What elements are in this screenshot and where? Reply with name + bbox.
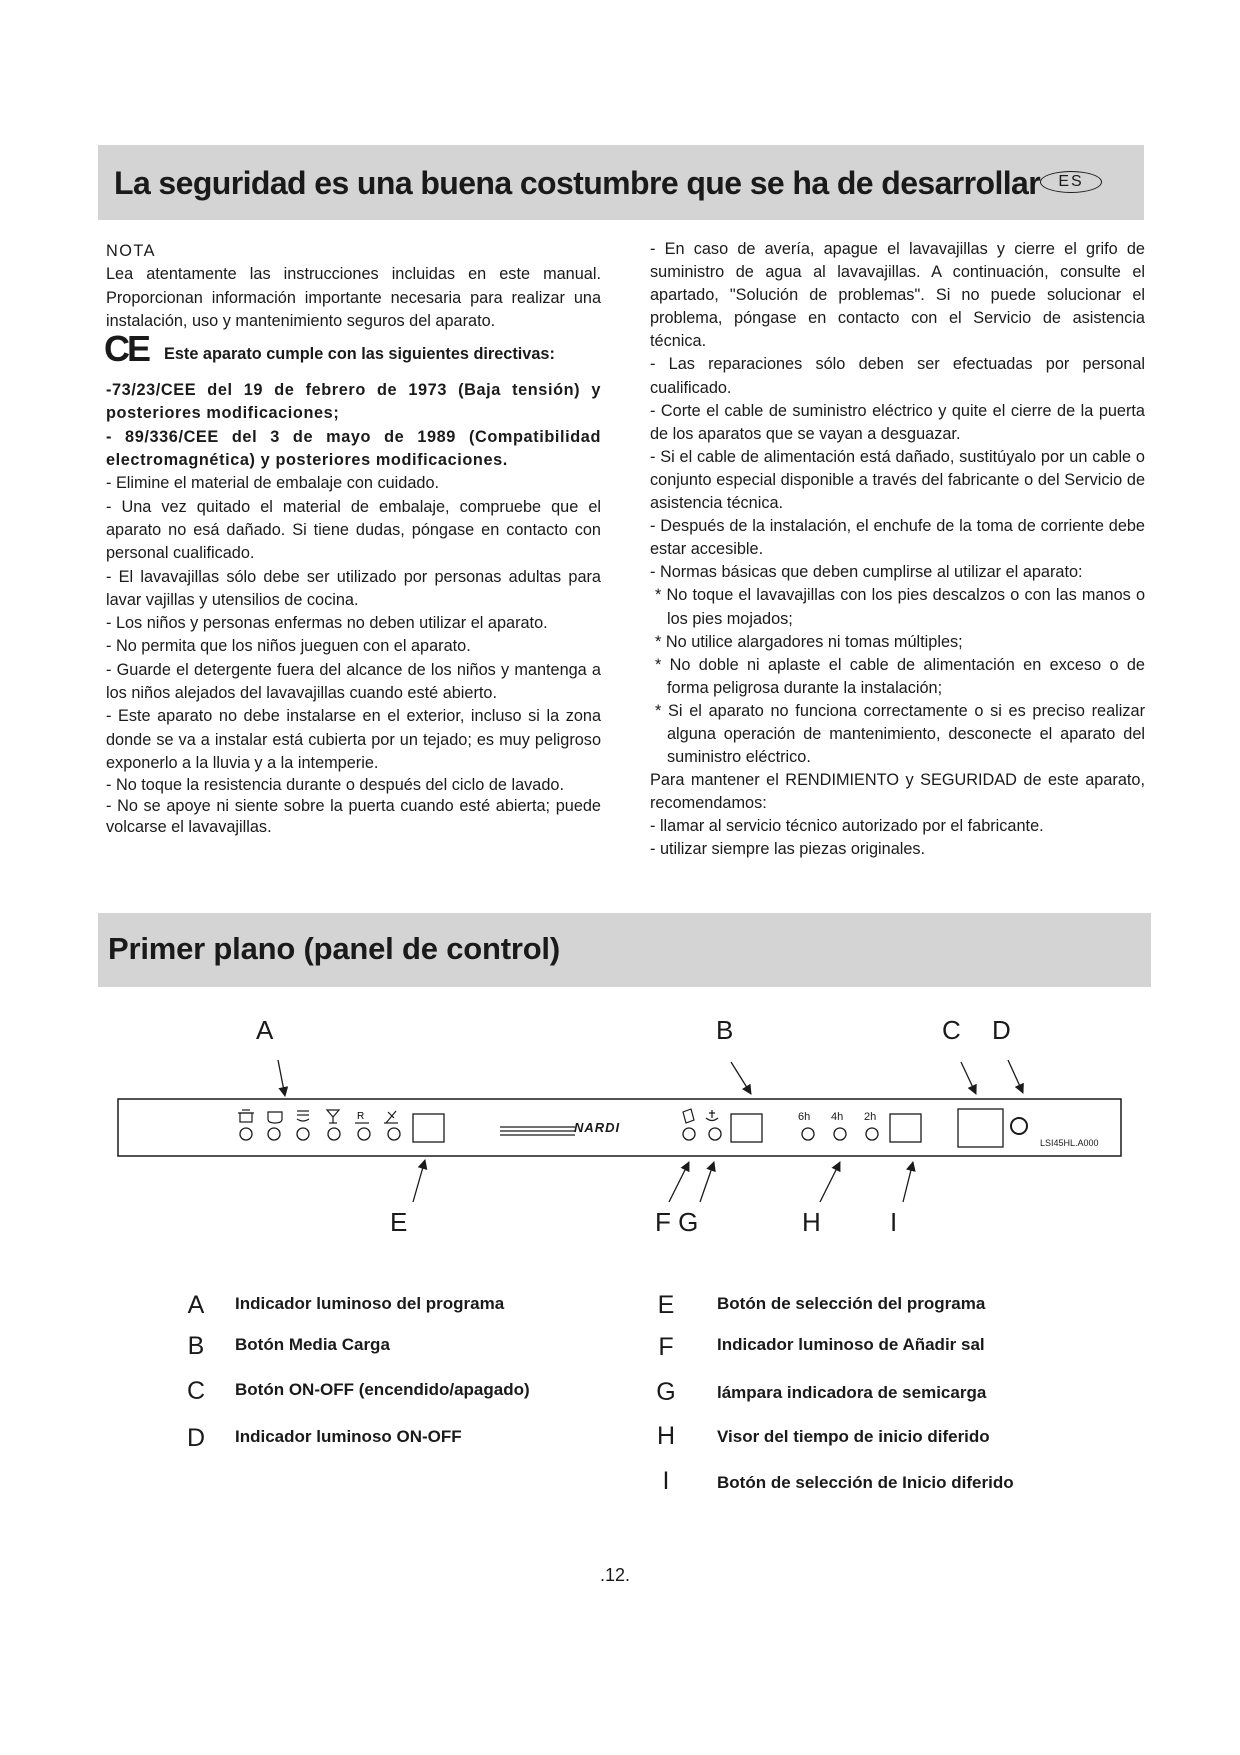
language-badge: ES	[1040, 171, 1102, 193]
delay-label-6h: 6h	[798, 1111, 811, 1123]
safety-item: - Guarde el detergente fuera del alcance de los niños y mantenga a los niños alejados del lavavajillas cuando esté abierto.	[106, 660, 601, 703]
safety-item: - Normas básicas que deben cumplirse al utilizar el aparato:	[650, 563, 1083, 582]
ce-mark-icon: CE	[104, 328, 149, 370]
ce-directives-intro	[104, 328, 601, 379]
rule-item: * No doble ni aplaste el cable de alimentación en exceso o de forma peligrosa durante la instalación;	[655, 655, 1145, 697]
safety-item: - Si el cable de alimentación está dañado, sustitúyalo por un cable o conjunto especial disponible a través del fabricante o del Servicio de asistencia técnica.	[650, 447, 1145, 513]
directive-2: - 89/336/CEE del 3 de mayo de 1989 (Compatibilidad electromagnética) y posteriores modificaciones.	[106, 427, 601, 470]
safety-item: - Los niños y personas enfermas no deben utilizar el aparato.	[106, 614, 548, 633]
safety-item: - El lavavajillas sólo debe ser utilizado por personas adultas para lavar vajillas y utensilios de cocina.	[106, 567, 601, 609]
rule-item: * No toque el lavavajillas con los pies descalzos o con las manos o los pies mojados;	[655, 586, 1145, 628]
callout-f-g: F G	[655, 1207, 699, 1237]
rule-item: * Si el aparato no funciona correctamente o si es preciso realizar alguna operación de mantenimiento, desconecte el aparato del suministro eléctrico.	[655, 701, 1145, 767]
legend-letter-a: A	[187, 1291, 205, 1319]
legend-text-a: Indicador luminoso del programa	[235, 1294, 505, 1313]
safety-item: - No permita que los niños jueguen con el aparato.	[106, 637, 471, 656]
legend-text-e: Botón de selección del programa	[717, 1294, 986, 1313]
model-code: LSI45HL.A000	[1040, 1138, 1099, 1148]
closing-item: - utilizar siempre las piezas originales.	[650, 840, 926, 859]
on-off-button	[958, 1109, 1003, 1147]
note-label: NOTA	[106, 242, 157, 260]
callout-b: B	[716, 1015, 734, 1045]
directives-intro-text: Este aparato cumple con las siguientes directivas:	[164, 345, 555, 364]
legend-text-h: Visor del tiempo de inicio diferido	[717, 1427, 990, 1446]
directive-1: -73/23/CEE del 19 de febrero de 1973 (Baja tensión) y posteriores modificaciones;	[106, 381, 601, 423]
callout-h: H	[802, 1207, 821, 1237]
legend-letter-g: G	[656, 1378, 676, 1406]
legend-letter-f: F	[658, 1333, 674, 1361]
callout-arrows-bottom	[413, 1160, 913, 1202]
legend-letter-e: E	[657, 1291, 675, 1319]
legend-text-c: Botón ON-OFF (encendido/apagado)	[235, 1380, 530, 1399]
legend-text-i: Botón de selección de Inicio diferido	[717, 1473, 1014, 1492]
legend-text-d: Indicador luminoso ON-OFF	[235, 1427, 462, 1446]
callout-c: C	[942, 1015, 961, 1045]
delay-label-2h: 2h	[864, 1111, 877, 1123]
callout-a: A	[256, 1015, 274, 1045]
rapid-icon-letter: R	[357, 1111, 365, 1122]
safety-item: - Las reparaciones sólo deben ser efectuadas por personal cualificado.	[650, 355, 1145, 397]
safety-item: - Una vez quitado el material de embalaje, compruebe que el aparato no esá dañado. Si tiene dudas, póngase en contacto con personal cualificado.	[106, 497, 601, 563]
legend-text-b: Botón Media Carga	[235, 1335, 390, 1354]
safety-item: - Corte el cable de suministro eléctrico y quite el cierre de la puerta de los aparatos que se vayan a desguazar.	[650, 401, 1145, 443]
control-panel-header-banner	[98, 913, 1151, 987]
brand-name: NARDI	[574, 1120, 621, 1135]
callout-d: D	[992, 1015, 1011, 1045]
note-text: Lea atentamente las instrucciones incluidas en este manual. Proporcionan información importante necesaria para realizar una instalación, uso y mantenimiento seguros del aparato.	[106, 265, 601, 330]
safety-header-banner	[98, 145, 1144, 220]
safety-title: La seguridad es una buena costumbre que se ha de desarrollar	[114, 165, 1041, 201]
program-select-button	[413, 1114, 444, 1142]
closing-item: - llamar al servicio técnico autorizado por el fabricante.	[650, 817, 1044, 836]
delay-start-button	[890, 1114, 921, 1142]
callout-e: E	[390, 1207, 408, 1237]
delay-label-4h: 4h	[831, 1111, 844, 1123]
page-number: .12.	[600, 1565, 631, 1585]
callout-arrows-top	[278, 1060, 1023, 1096]
legend-letter-i: I	[662, 1467, 670, 1495]
safety-item: - En caso de avería, apague el lavavajillas y cierre el grifo de suministro de agua al lavavajillas. A continuación, consulte el apartado, "Solución de problemas". Si no puede solucionar el problema, póngase en contacto con el Servicio de asistencia técnica.	[650, 240, 1145, 351]
safety-item: - Después de la instalación, el enchufe de la toma de corriente debe estar accesible.	[650, 517, 1145, 559]
safety-item: - Este aparato no debe instalarse en el exterior, incluso si la zona donde se va a instalar está cubierta por un tejado; es muy peligroso exponerlo a la lluvia y a la intemperie.	[106, 707, 601, 772]
closing-text: Para mantener el RENDIMIENTO y SEGURIDAD de este aparato, recomendamos:	[650, 771, 1145, 813]
half-load-button	[731, 1114, 762, 1142]
on-off-indicator-lamp	[1011, 1118, 1027, 1134]
control-panel-diagram	[0, 1000, 1240, 1260]
safety-item: - No se apoye ni siente sobre la puerta cuando esté abierta; puede volcarse el lavavajillas.	[106, 797, 601, 837]
callout-i: I	[890, 1207, 898, 1237]
safety-left-column	[106, 240, 601, 838]
legend-letter-b: B	[187, 1332, 205, 1360]
legend-letter-h: H	[656, 1422, 676, 1450]
control-panel-title: Primer plano (panel de control)	[108, 931, 560, 966]
legend-text-f: Indicador luminoso de Añadir sal	[717, 1335, 985, 1354]
safety-right-column	[650, 238, 1145, 862]
legend-letter-d: D	[186, 1424, 206, 1452]
legend-text-g: lámpara indicadora de semicarga	[717, 1383, 987, 1402]
safety-item: - Elimine el material de embalaje con cuidado.	[106, 474, 440, 493]
safety-item: - No toque la resistencia durante o después del ciclo de lavado.	[106, 776, 564, 795]
legend-letter-c: C	[186, 1377, 206, 1405]
rule-item: * No utilice alargadores ni tomas múltiples;	[655, 632, 963, 651]
